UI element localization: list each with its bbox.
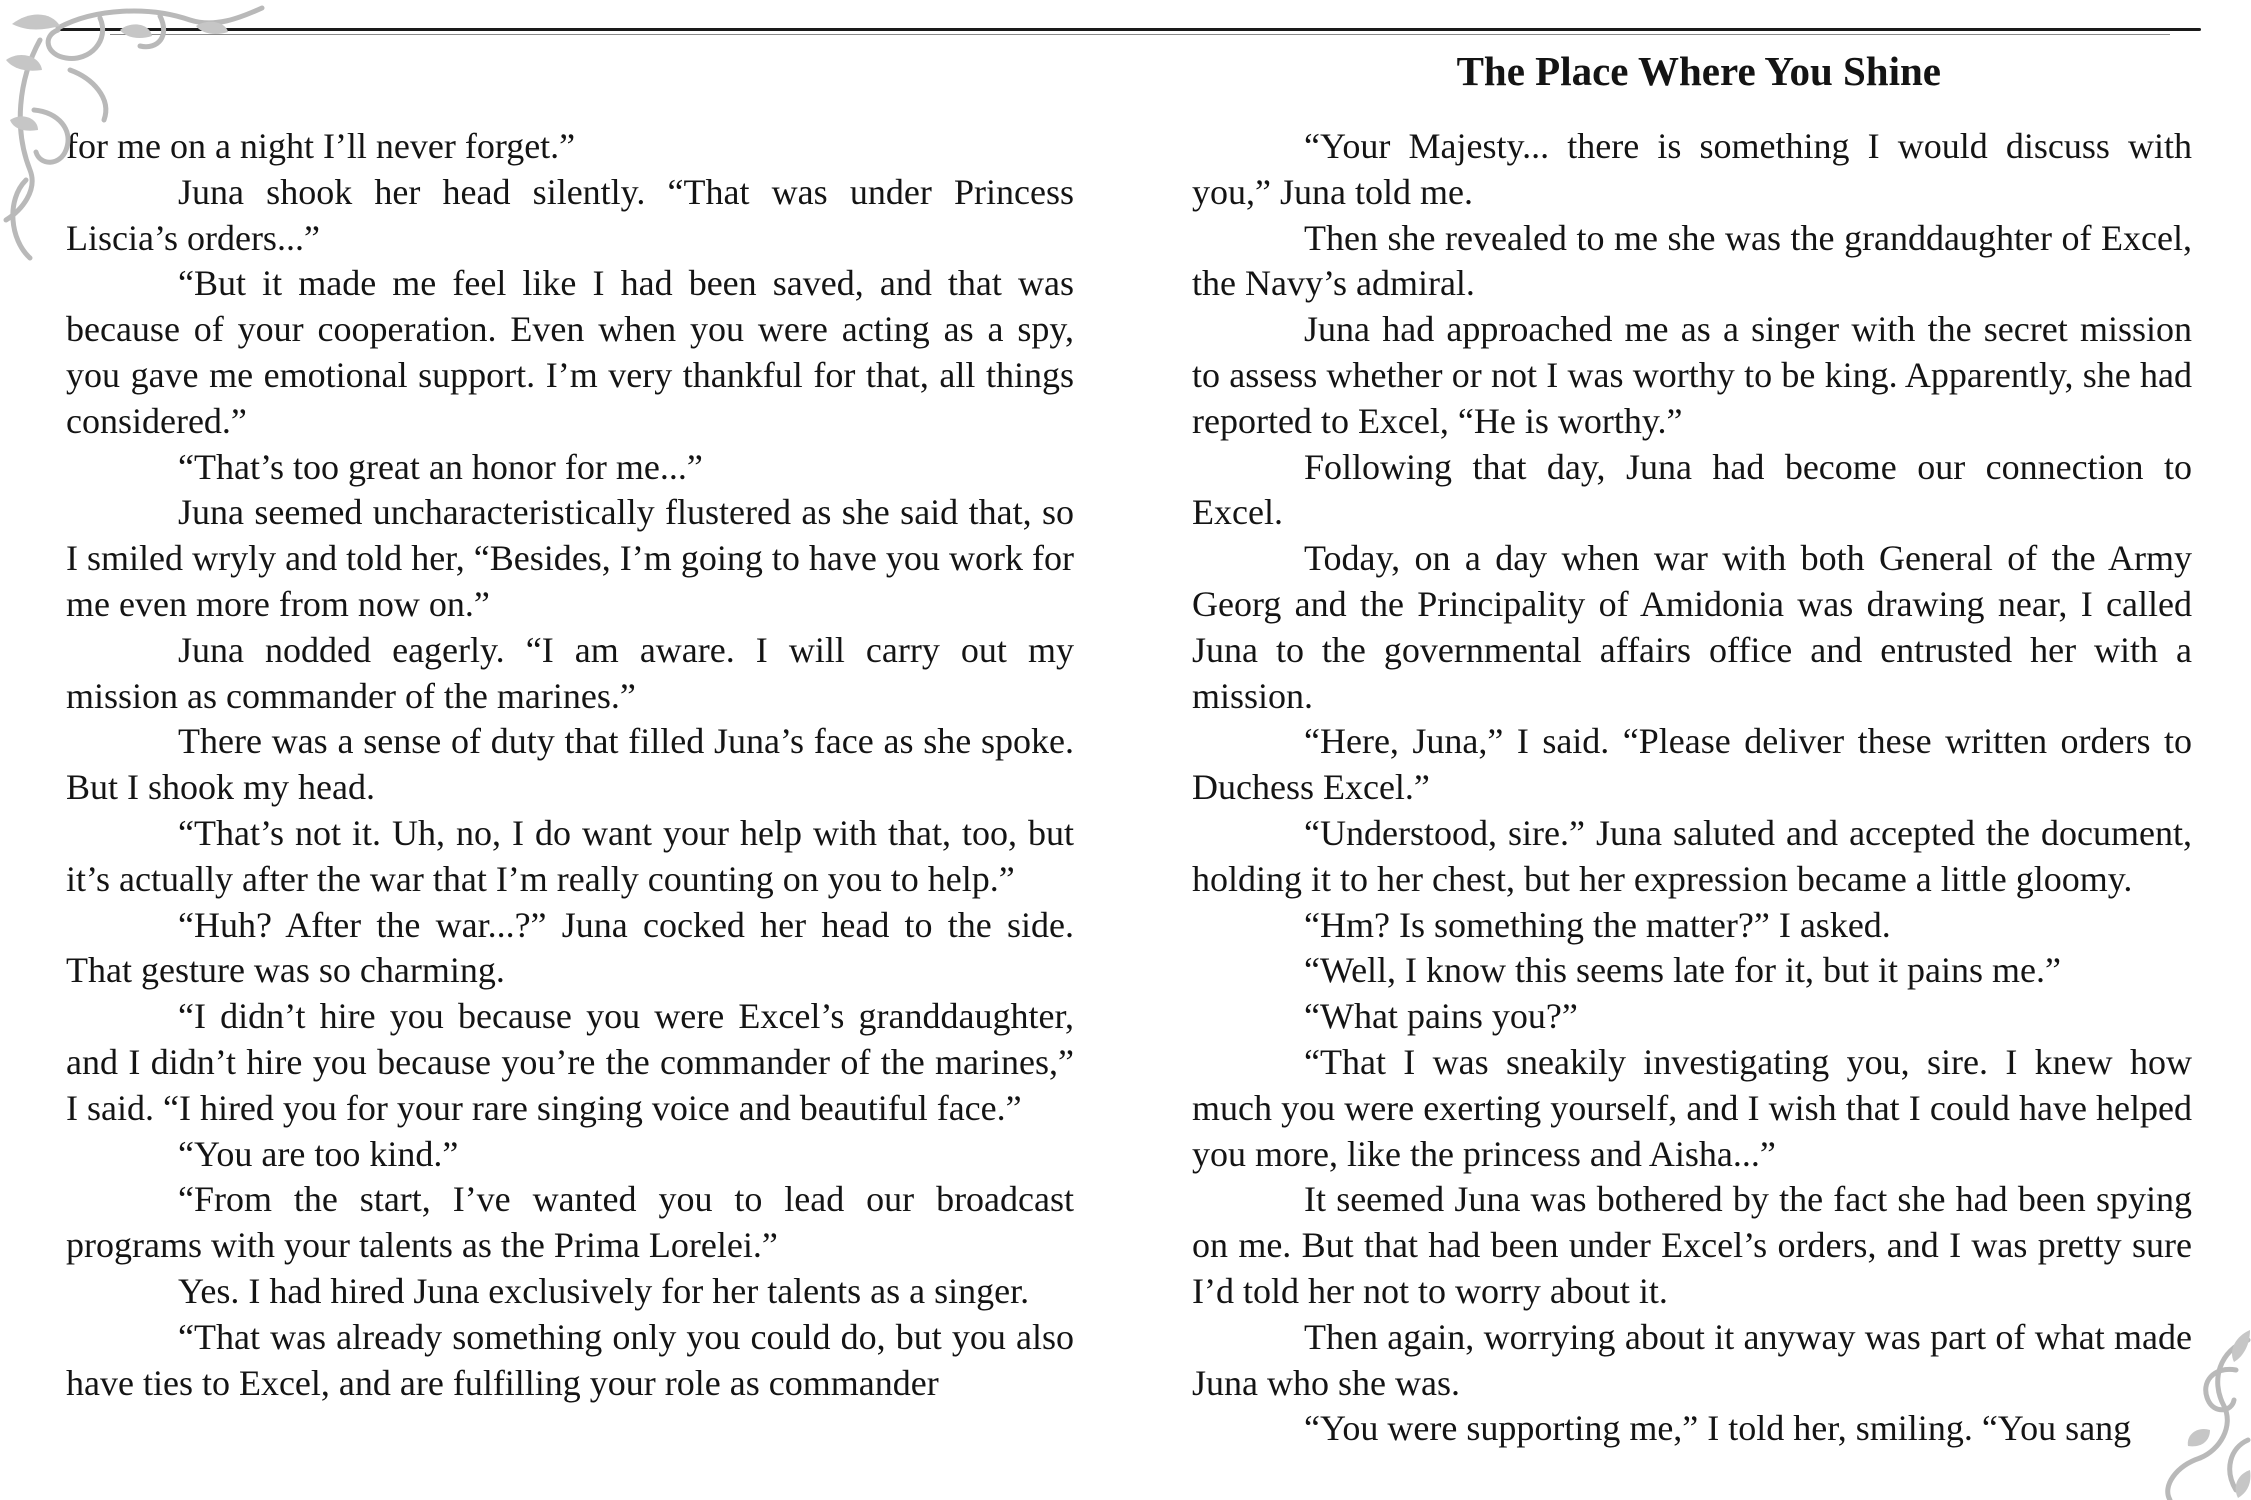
right-page-paragraph: “Your Majesty... there is something I would discuss with you,” Juna told me. bbox=[1192, 126, 2192, 212]
running-head-title: The Place Where You Shine bbox=[1456, 48, 1941, 94]
right-page-paragraph: Then she revealed to me she was the granddaughter of Excel, the Navy’s admiral. bbox=[1192, 217, 2192, 304]
left-page-paragraph: Juna shook her head silently. “That was under Princess Liscia’s orders...” bbox=[66, 171, 1074, 258]
top-left-floral-flourish-icon bbox=[0, 0, 280, 270]
right-page-paragraph: Then again, worrying about it anyway was part of what made Juna who she was. bbox=[1192, 1316, 2192, 1403]
left-page-paragraph: Juna seemed uncharacteristically flustered as she said that, so I smiled wryly and told her, “Besides, I’m going to have you work for me even more from now on.” bbox=[66, 492, 1074, 624]
left-page-body bbox=[66, 124, 1074, 1406]
right-page-paragraph: It seemed Juna was bothered by the fact she had been spying on me. But that had been under Excel’s orders, and I was pretty sure I’d told her not to worry about it. bbox=[1192, 1179, 2192, 1311]
left-page-paragraph: “From the start, I’ve wanted you to lead our broadcast programs with your talents as the Prima Lorelei.” bbox=[66, 1179, 1074, 1266]
right-page-paragraph: “Hm? Is something the matter?” I asked. bbox=[1304, 904, 1891, 945]
left-page-paragraph: “That’s too great an honor for me...” bbox=[178, 446, 703, 487]
right-page-paragraph: Following that day, Juna had become our connection to Excel. bbox=[1192, 446, 2192, 533]
left-page-paragraph: “That’s not it. Uh, no, I do want your help with that, too, but it’s actually after the war that I’m really counting on you to help.” bbox=[66, 812, 1074, 899]
left-page-paragraph: “That was already something only you could do, but you also have ties to Excel, and are fulfilling your role as commander bbox=[66, 1316, 1074, 1403]
left-page-paragraph: Juna nodded eagerly. “I am aware. I will carry out my mission as commander of the marines.” bbox=[66, 629, 1074, 716]
right-page-paragraph: Juna had approached me as a singer with the secret mission to assess whether or not I was worthy to be king. Apparently, she had reported to Excel, “He is worthy.” bbox=[1192, 309, 2192, 441]
left-page-paragraph: “I didn’t hire you because you were Excel’s granddaughter, and I didn’t hire you because you’re the commander of the marines,” I said. “I hired you for your rare singing voice and beautiful face.” bbox=[66, 996, 1074, 1128]
left-page-paragraph: “You are too kind.” bbox=[178, 1133, 459, 1174]
right-page-paragraph: “Here, Juna,” I said. “Please deliver these written orders to Duchess Excel.” bbox=[1192, 721, 2192, 808]
right-page-paragraph: “You were supporting me,” I told her, smiling. “You sang bbox=[1304, 1408, 2132, 1449]
right-page-paragraph: “Understood, sire.” Juna saluted and accepted the document, holding it to her chest, but her expression became a little gloomy. bbox=[1192, 812, 2192, 899]
left-page-paragraph: “But it made me feel like I had been saved, and that was because of your cooperation. Even when you were acting as a spy, you gave me emotional support. I’m very thankful for that, all things considered.” bbox=[66, 263, 1074, 441]
header-rule-thin bbox=[110, 34, 2170, 35]
right-page-paragraph: “What pains you?” bbox=[1304, 996, 1578, 1037]
left-page-paragraph: There was a sense of duty that filled Juna’s face as she spoke. But I shook my head. bbox=[66, 721, 1074, 808]
right-page-paragraph: “Well, I know this seems late for it, but it pains me.” bbox=[1304, 950, 2061, 991]
left-page-paragraph: Yes. I had hired Juna exclusively for her talents as a singer. bbox=[178, 1270, 1030, 1311]
left-page-paragraph: for me on a night I’ll never forget.” bbox=[66, 126, 576, 166]
left-page-paragraph: “Huh? After the war...?” Juna cocked her head to the side. That gesture was so charming. bbox=[66, 904, 1074, 991]
bottom-right-floral-flourish-icon bbox=[2140, 1330, 2251, 1500]
right-page-paragraph: “That I was sneakily investigating you, sire. I knew how much you were exerting yourself, and I wish that I could have helped you more, like the princess and Aisha...” bbox=[1192, 1041, 2192, 1174]
header-rule bbox=[56, 28, 2201, 31]
right-page-paragraph: Today, on a day when war with both General of the Army Georg and the Principality of Amidonia was drawing near, I called Juna to the governmental affairs office and entrusted her with a mission. bbox=[1192, 538, 2192, 716]
right-page-body bbox=[1192, 124, 2192, 1452]
